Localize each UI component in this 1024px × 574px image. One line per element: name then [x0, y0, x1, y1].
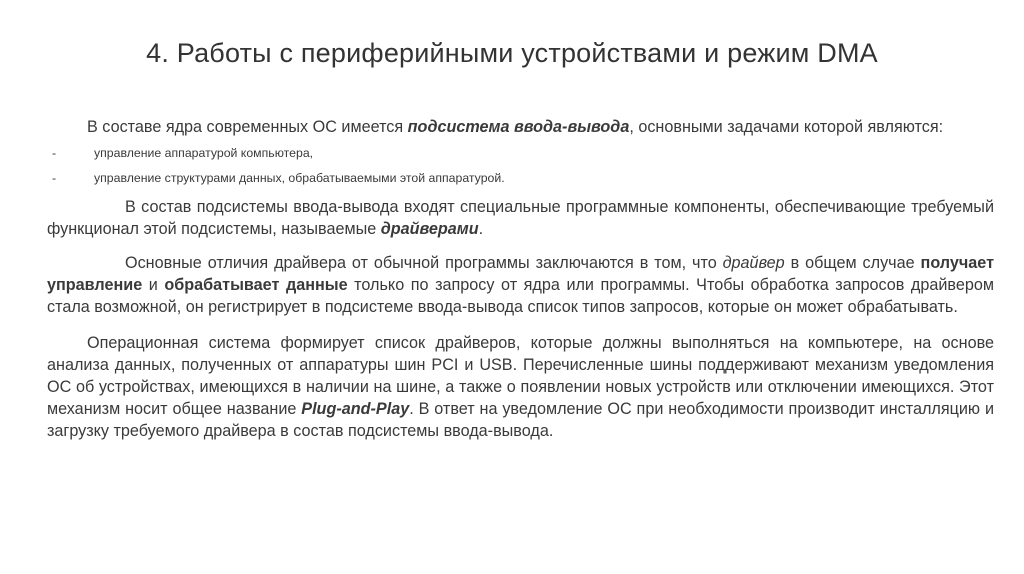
term-plug-and-play: Plug-and-Play	[301, 400, 410, 418]
text-run: В составе ядра современных ОС имеется	[87, 118, 408, 136]
text-run: Основные отличия драйвера от обычной программы заключаются в том, что	[125, 254, 723, 272]
list-item	[47, 146, 994, 161]
text-run: .	[478, 220, 484, 238]
text-run: и	[142, 276, 165, 294]
paragraph-io-subsystem	[47, 116, 994, 138]
text-run: в общем случае	[784, 254, 921, 272]
slide-content	[47, 116, 994, 442]
text-run: В состав подсистемы ввода-вывода входят специальные программные компоненты, обеспечивающие требуемый функционал этой подсистемы, называемые	[47, 198, 994, 238]
term-io-subsystem: подсистема ввода-вывода	[407, 118, 630, 136]
text-run: . В ответ на уведомление ОС при необходимости производит инсталляцию и загрузку требуемого драйвера в состав подсистемы ввода-вывода.	[47, 400, 994, 440]
text-run: , основными задачами которой являются:	[629, 118, 944, 136]
list-item-text: управление структурами данных, обрабатываемыми этой аппаратурой.	[94, 171, 505, 185]
term-gets-control: получает управление	[47, 254, 994, 294]
text-run: только по запросу от ядра или программы. Чтобы обработка запросов драйвером стала возможной, он регистрирует в подсистеме ввода-вывода список типов запросов, которые он может обрабатывать.	[47, 276, 994, 316]
paragraph-drivers	[47, 196, 994, 240]
task-list	[47, 146, 994, 186]
list-item	[47, 171, 994, 186]
slide-title: 4. Работы с периферийными устройствами и режим DMA	[146, 38, 878, 68]
bullet-dash: -	[52, 146, 57, 160]
paragraph-plug-and-play	[47, 332, 994, 442]
bullet-dash: -	[52, 171, 57, 185]
term-processes-data: обрабатывает данные	[164, 276, 348, 294]
term-drivers: драйверами	[380, 220, 479, 238]
text-run: Операционная система формирует список драйверов, которые должны выполняться на компьютере, на основе анализа данных, полученных от аппаратуры шин PCI и USB. Перечисленные шины поддерживают механизм уведомления ОС об устройствах, имеющихся в наличии на шине, а также о появлении новых устройств или отключении имеющихся. Этот механизм носит общее название	[47, 334, 994, 418]
term-driver: драйвер	[722, 254, 785, 272]
paragraph-driver-differences	[47, 252, 994, 318]
list-item-text: управление аппаратурой компьютера,	[94, 146, 314, 160]
